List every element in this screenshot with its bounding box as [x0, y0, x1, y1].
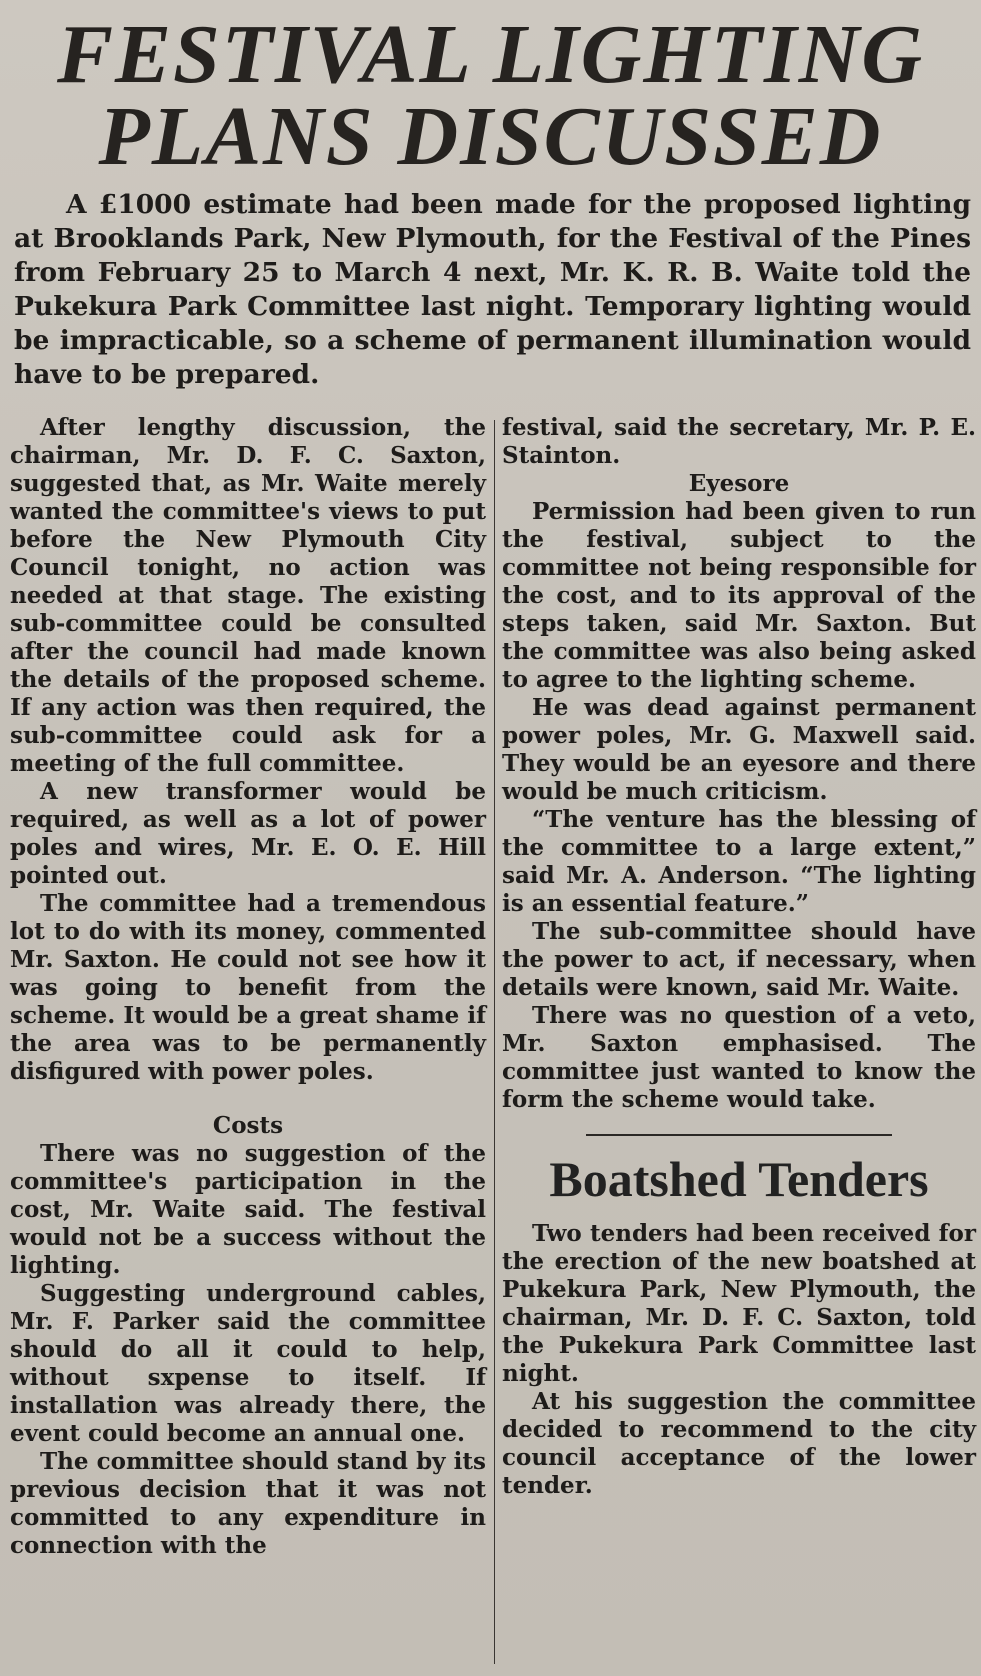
- left-paragraph-1: After lengthy discussion, the chairman, Mr. D. F. C. Saxton, suggested that, as Mr. Waite merely wanted the committee's views to put before the New Plymouth City Council tonight, no action was needed at that stage. The existing sub-committee could be consulted after the council had made known the details of the proposed scheme. If any action was then required, the sub-committee could ask for a meeting of the full committee.: [10, 414, 486, 777]
- boatshed-paragraph-2: At his suggestion the committee decided to recommend to the city council acceptance of the lower tender.: [502, 1388, 976, 1499]
- right-paragraph-4: The sub-committee should have the power to act, if necessary, when details were known, said Mr. Waite.: [502, 918, 976, 1001]
- left-column: [10, 414, 486, 1560]
- right-paragraph-5: There was no question of a veto, Mr. Saxton emphasised. The committee just wanted to know the form the scheme would take.: [502, 1002, 976, 1113]
- article-headline: [0, 0, 981, 183]
- headline-line-2: PLANS DISCUSSED: [98, 90, 883, 183]
- right-paragraph-1: Permission had been given to run the festival, subject to the committee not being responsible for the cost, and to its approval of the steps taken, said Mr. Saxton. But the committee was also being asked to agree to the lighting scheme.: [502, 498, 976, 693]
- left-paragraph-4: There was no suggestion of the committee's participation in the cost, Mr. Waite said. The festival would not be a success without the lighting.: [10, 1140, 486, 1279]
- left-paragraph-3: The committee had a tremendous lot to do with its money, commented Mr. Saxton. He could not see how it was going to benefit from the scheme. It would be a great shame if the area was to be permanently disfigured with power poles.: [10, 890, 486, 1085]
- right-paragraph-3: “The venture has the blessing of the committee to a large extent,” said Mr. A. Anderson. “The lighting is an essential feature.”: [502, 806, 976, 917]
- boatshed-paragraph-1: Two tenders had been received for the erection of the new boatshed at Pukekura Park, New Plymouth, the chairman, Mr. D. F. C. Saxton, told the Pukekura Park Committee last night.: [502, 1220, 976, 1387]
- headline-line-1: FESTIVAL LIGHTING: [56, 8, 925, 101]
- right-column: [502, 414, 976, 1500]
- article-separator-rule: [586, 1134, 892, 1136]
- boatshed-headline: Boatshed Tenders: [549, 1151, 929, 1207]
- subhead-costs: Costs: [212, 1112, 284, 1139]
- subhead-eyesore: Eyesore: [688, 470, 790, 497]
- left-paragraph-5: Suggesting underground cables, Mr. F. Parker said the committee should do all it could to help, without sxpense to itself. If installation was already there, the event could become an annual one.: [10, 1280, 486, 1447]
- right-paragraph-2: He was dead against permanent power poles, Mr. G. Maxwell said. They would be an eyesore and there would be much criticism.: [502, 694, 976, 805]
- article-columns: [10, 414, 976, 1676]
- lead-paragraph: A £1000 estimate had been made for the proposed lighting at Brooklands Park, New Plymouth, for the Festival of the Pines from February 25 to March 4 next, Mr. K. R. B. Waite told the Pukekura Park Committee last night. Temporary lighting would be impracticable, so a scheme of permanent illumination would have to be prepared.: [14, 189, 971, 390]
- left-paragraph-6: The committee should stand by its previous decision that it was not committed to any expenditure in connection with the: [10, 1448, 486, 1559]
- right-paragraph-continued: festival, said the secretary, Mr. P. E. Stainton.: [502, 414, 976, 469]
- left-paragraph-2: A new transformer would be required, as well as a lot of power poles and wires, Mr. E. O. E. Hill pointed out.: [10, 778, 486, 889]
- column-divider: [494, 420, 495, 1664]
